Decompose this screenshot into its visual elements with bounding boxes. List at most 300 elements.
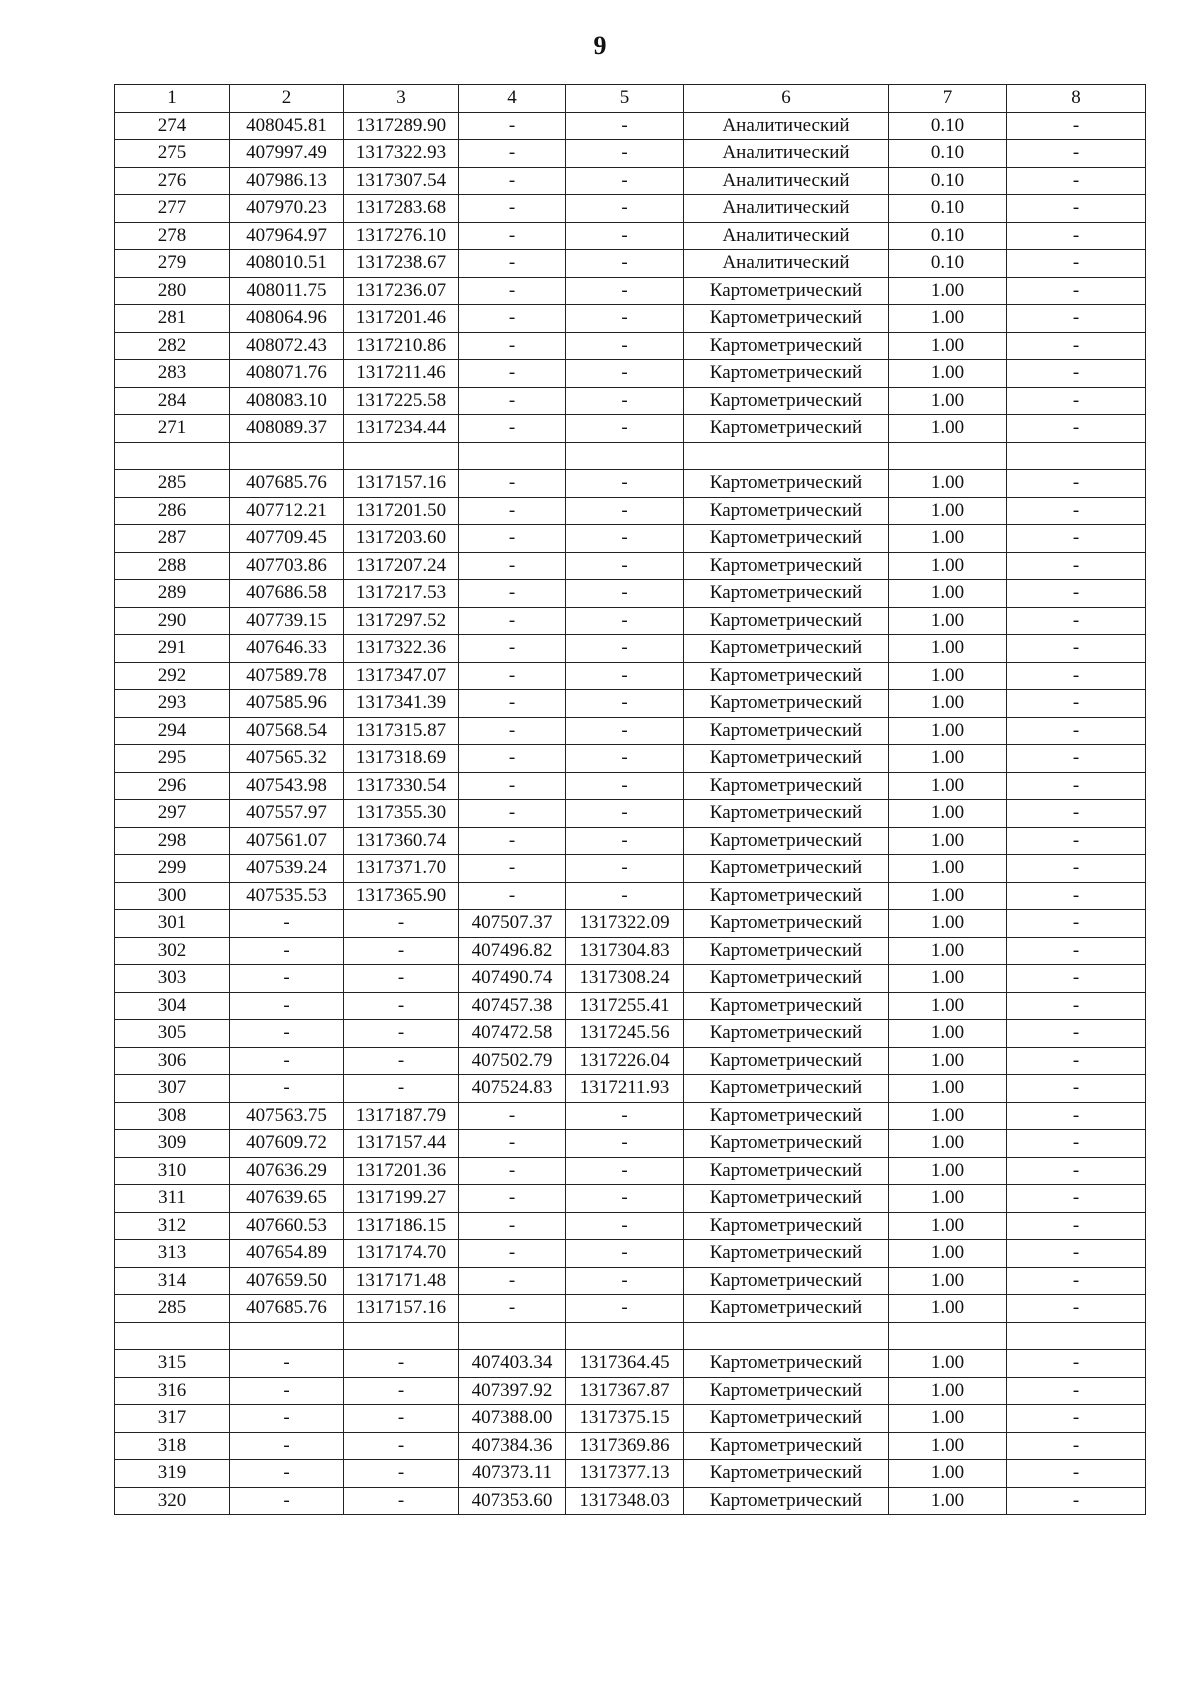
table-cell: 1317322.93 (344, 140, 459, 168)
column-header: 7 (889, 85, 1007, 113)
table-cell: - (566, 800, 684, 828)
table-cell: 407970.23 (230, 195, 344, 223)
table-cell: - (1007, 1295, 1146, 1323)
table-cell: - (1007, 1102, 1146, 1130)
table-cell-empty (1007, 442, 1146, 470)
table-row (115, 855, 1146, 883)
table-cell: Картометрический (684, 1460, 889, 1488)
table-cell: Картометрический (684, 1102, 889, 1130)
column-header: 4 (459, 85, 566, 113)
table-cell: - (566, 305, 684, 333)
table-cell: 315 (115, 1350, 230, 1378)
table-cell: - (1007, 387, 1146, 415)
table-row (115, 745, 1146, 773)
table-cell: 0.10 (889, 195, 1007, 223)
table-cell: - (1007, 937, 1146, 965)
table-separator-row (115, 1322, 1146, 1350)
table-cell: 310 (115, 1157, 230, 1185)
table-cell: 1317307.54 (344, 167, 459, 195)
table-cell: 1.00 (889, 690, 1007, 718)
table-cell: 1317238.67 (344, 250, 459, 278)
table-cell: 407524.83 (459, 1075, 566, 1103)
table-cell: Картометрический (684, 580, 889, 608)
table-cell: Аналитический (684, 112, 889, 140)
table-cell: 285 (115, 470, 230, 498)
table-cell: - (459, 745, 566, 773)
table-cell: 305 (115, 1020, 230, 1048)
table-cell: - (566, 662, 684, 690)
table-cell: - (344, 1487, 459, 1515)
table-cell: - (566, 1295, 684, 1323)
table-cell: 1317289.90 (344, 112, 459, 140)
table-cell: - (459, 195, 566, 223)
table-cell: - (344, 1075, 459, 1103)
table-cell: 407384.36 (459, 1432, 566, 1460)
table-cell: 1.00 (889, 1047, 1007, 1075)
table-cell: Картометрический (684, 415, 889, 443)
table-cell: - (566, 250, 684, 278)
table-cell: Картометрический (684, 937, 889, 965)
table-cell: 1317157.16 (344, 470, 459, 498)
table-row (115, 992, 1146, 1020)
table-cell: 1.00 (889, 1267, 1007, 1295)
table-cell: - (459, 662, 566, 690)
table-cell: - (459, 140, 566, 168)
table-cell: Картометрический (684, 717, 889, 745)
table-cell: Картометрический (684, 1157, 889, 1185)
table-cell: Картометрический (684, 1240, 889, 1268)
table-cell: 408083.10 (230, 387, 344, 415)
table-cell: - (1007, 745, 1146, 773)
table-cell: - (459, 717, 566, 745)
table-cell: 407557.97 (230, 800, 344, 828)
table-cell: - (1007, 332, 1146, 360)
table-cell-empty (459, 442, 566, 470)
table-cell: 1.00 (889, 607, 1007, 635)
table-row (115, 525, 1146, 553)
table-cell: 275 (115, 140, 230, 168)
table-cell: 1.00 (889, 277, 1007, 305)
table-cell: - (459, 827, 566, 855)
table-cell: - (459, 552, 566, 580)
table-cell: 407568.54 (230, 717, 344, 745)
table-cell: - (230, 1350, 344, 1378)
table-cell: - (566, 882, 684, 910)
table-cell: 1.00 (889, 415, 1007, 443)
table-cell: 302 (115, 937, 230, 965)
table-cell: 1317297.52 (344, 607, 459, 635)
table-cell: - (1007, 910, 1146, 938)
table-cell: 407997.49 (230, 140, 344, 168)
table-cell: - (1007, 717, 1146, 745)
table-row (115, 1075, 1146, 1103)
table-cell: Аналитический (684, 167, 889, 195)
table-cell: 290 (115, 607, 230, 635)
table-cell: 1317217.53 (344, 580, 459, 608)
table-cell: Картометрический (684, 745, 889, 773)
table-cell: 408072.43 (230, 332, 344, 360)
table-cell: 1317377.13 (566, 1460, 684, 1488)
table-separator-row (115, 442, 1146, 470)
table-cell: 1317348.03 (566, 1487, 684, 1515)
table-cell: 1317234.44 (344, 415, 459, 443)
table-cell: 407507.37 (459, 910, 566, 938)
table-cell: 0.10 (889, 250, 1007, 278)
table-cell: 294 (115, 717, 230, 745)
table-cell: 407539.24 (230, 855, 344, 883)
table-cell: 1.00 (889, 882, 1007, 910)
table-cell-empty (566, 442, 684, 470)
table-cell: 407659.50 (230, 1267, 344, 1295)
table-cell: - (1007, 1157, 1146, 1185)
table-cell: 1317318.69 (344, 745, 459, 773)
table-cell: - (230, 1432, 344, 1460)
table-cell: Картометрический (684, 607, 889, 635)
table-cell: Картометрический (684, 1130, 889, 1158)
table-cell: - (1007, 1185, 1146, 1213)
table-cell: 1317211.93 (566, 1075, 684, 1103)
table-cell: - (230, 1487, 344, 1515)
table-cell: - (344, 1432, 459, 1460)
table-cell: Картометрический (684, 965, 889, 993)
table-cell: 1.00 (889, 1377, 1007, 1405)
table-cell: 1.00 (889, 552, 1007, 580)
table-cell: 407964.97 (230, 222, 344, 250)
table-cell: - (1007, 772, 1146, 800)
table-cell: Аналитический (684, 195, 889, 223)
table-row (115, 1102, 1146, 1130)
table-cell: - (459, 167, 566, 195)
table-cell: 277 (115, 195, 230, 223)
table-row (115, 772, 1146, 800)
table-cell: - (566, 222, 684, 250)
table-cell: - (566, 1185, 684, 1213)
column-header: 6 (684, 85, 889, 113)
table-cell: - (1007, 1267, 1146, 1295)
table-cell: - (1007, 992, 1146, 1020)
table-cell: - (1007, 195, 1146, 223)
table-row (115, 250, 1146, 278)
table-row (115, 580, 1146, 608)
table-cell: - (1007, 415, 1146, 443)
table-cell-empty (230, 442, 344, 470)
table-cell: 1317171.48 (344, 1267, 459, 1295)
table-cell: 407353.60 (459, 1487, 566, 1515)
table-cell: 1.00 (889, 1130, 1007, 1158)
table-cell: 1.00 (889, 470, 1007, 498)
table-cell: - (1007, 497, 1146, 525)
table-cell: 0.10 (889, 222, 1007, 250)
table-cell: Картометрический (684, 772, 889, 800)
table-row (115, 1240, 1146, 1268)
table-cell: 408064.96 (230, 305, 344, 333)
table-row (115, 1185, 1146, 1213)
table-row (115, 717, 1146, 745)
table-row (115, 937, 1146, 965)
table-row (115, 1212, 1146, 1240)
table-cell: 1317157.44 (344, 1130, 459, 1158)
table-cell: Картометрический (684, 332, 889, 360)
table-cell: Картометрический (684, 1047, 889, 1075)
table-cell: - (566, 112, 684, 140)
table-cell: 297 (115, 800, 230, 828)
table-cell: 299 (115, 855, 230, 883)
table-cell: 1317255.41 (566, 992, 684, 1020)
table-cell: Картометрический (684, 1185, 889, 1213)
table-row (115, 167, 1146, 195)
table-cell: - (1007, 112, 1146, 140)
table-cell: - (1007, 607, 1146, 635)
table-cell: 316 (115, 1377, 230, 1405)
table-cell: - (459, 387, 566, 415)
table-cell: Картометрический (684, 1405, 889, 1433)
table-cell: - (459, 1240, 566, 1268)
table-cell: - (459, 1185, 566, 1213)
table-cell: - (566, 497, 684, 525)
table-cell: - (1007, 1377, 1146, 1405)
table-row (115, 112, 1146, 140)
table-cell: - (230, 992, 344, 1020)
table-cell: 407563.75 (230, 1102, 344, 1130)
table-cell: 279 (115, 250, 230, 278)
table-cell: - (230, 1075, 344, 1103)
table-cell-empty (889, 442, 1007, 470)
table-cell-empty (684, 1322, 889, 1350)
table-cell: 1.00 (889, 1075, 1007, 1103)
table-cell: 274 (115, 112, 230, 140)
table-cell: - (1007, 470, 1146, 498)
table-cell: 1317226.04 (566, 1047, 684, 1075)
table-cell: 1.00 (889, 1350, 1007, 1378)
table-row (115, 690, 1146, 718)
table-cell: 1.00 (889, 305, 1007, 333)
table-cell: - (1007, 277, 1146, 305)
table-cell: - (1007, 965, 1146, 993)
table-cell: 1.00 (889, 855, 1007, 883)
table-cell: 1317355.30 (344, 800, 459, 828)
table-cell: - (459, 1130, 566, 1158)
table-cell: 301 (115, 910, 230, 938)
table-cell: 1317174.70 (344, 1240, 459, 1268)
table-cell: 1317330.54 (344, 772, 459, 800)
table-cell: 286 (115, 497, 230, 525)
table-cell: 1317201.36 (344, 1157, 459, 1185)
table-cell: - (230, 965, 344, 993)
table-cell: 1.00 (889, 1295, 1007, 1323)
table-cell: 1317236.07 (344, 277, 459, 305)
table-cell: Картометрический (684, 662, 889, 690)
table-cell: 1.00 (889, 1212, 1007, 1240)
table-cell: - (230, 1460, 344, 1488)
table-row (115, 415, 1146, 443)
table-cell: 308 (115, 1102, 230, 1130)
table-cell: 1317201.46 (344, 305, 459, 333)
table-cell: Картометрический (684, 855, 889, 883)
table-cell: - (459, 112, 566, 140)
table-cell: 1.00 (889, 332, 1007, 360)
table-cell: Картометрический (684, 910, 889, 938)
table-cell-empty (1007, 1322, 1146, 1350)
table-cell: - (1007, 305, 1146, 333)
table-cell: - (459, 415, 566, 443)
table-cell: 1.00 (889, 1157, 1007, 1185)
table-cell: 280 (115, 277, 230, 305)
table-cell: 1317341.39 (344, 690, 459, 718)
table-cell: 407646.33 (230, 635, 344, 663)
table-cell-empty (115, 442, 230, 470)
table-cell: 1.00 (889, 360, 1007, 388)
table-cell: - (459, 635, 566, 663)
coordinates-table (114, 84, 1146, 1515)
table-cell: 1317322.09 (566, 910, 684, 938)
table-cell: 1317347.07 (344, 662, 459, 690)
table-cell: 1317187.79 (344, 1102, 459, 1130)
table-cell: - (1007, 1240, 1146, 1268)
table-cell: 1317367.87 (566, 1377, 684, 1405)
table-cell: - (344, 1020, 459, 1048)
table-cell: 1.00 (889, 1102, 1007, 1130)
table-cell: Картометрический (684, 360, 889, 388)
table-cell: 407585.96 (230, 690, 344, 718)
column-header: 2 (230, 85, 344, 113)
table-row (115, 305, 1146, 333)
table-cell: 407709.45 (230, 525, 344, 553)
table-cell: 307 (115, 1075, 230, 1103)
table-cell: 408011.75 (230, 277, 344, 305)
table-cell: - (566, 1212, 684, 1240)
table-cell: - (566, 1102, 684, 1130)
table-cell: 1317371.70 (344, 855, 459, 883)
table-cell: 288 (115, 552, 230, 580)
table-cell: - (566, 607, 684, 635)
table-row (115, 882, 1146, 910)
table-cell: 1.00 (889, 910, 1007, 938)
table-cell: 1317225.58 (344, 387, 459, 415)
table-cell: 1.00 (889, 525, 1007, 553)
table-cell: Картометрический (684, 552, 889, 580)
table-cell: Аналитический (684, 140, 889, 168)
table-cell: - (566, 387, 684, 415)
table-cell: - (566, 360, 684, 388)
table-cell: - (459, 332, 566, 360)
table-cell: - (1007, 167, 1146, 195)
table-cell: 407589.78 (230, 662, 344, 690)
table-cell: 408089.37 (230, 415, 344, 443)
table-cell: - (344, 1405, 459, 1433)
table-cell: - (566, 525, 684, 553)
table-row (115, 332, 1146, 360)
table-cell: 407565.32 (230, 745, 344, 773)
table-cell: 284 (115, 387, 230, 415)
table-cell: - (230, 937, 344, 965)
table-cell: 1317364.45 (566, 1350, 684, 1378)
table-row (115, 1020, 1146, 1048)
table-cell: - (1007, 1405, 1146, 1433)
table-cell: 1317276.10 (344, 222, 459, 250)
table-cell: - (566, 195, 684, 223)
column-header: 8 (1007, 85, 1146, 113)
table-cell: 407397.92 (459, 1377, 566, 1405)
table-cell: 276 (115, 167, 230, 195)
table-cell: Картометрический (684, 305, 889, 333)
table-row (115, 1267, 1146, 1295)
table-cell: 1317201.50 (344, 497, 459, 525)
table-cell: - (566, 470, 684, 498)
table-cell: - (566, 855, 684, 883)
table-cell: 319 (115, 1460, 230, 1488)
page-number: 9 (593, 31, 607, 60)
table-cell: 287 (115, 525, 230, 553)
table-cell-empty (889, 1322, 1007, 1350)
table-cell: 278 (115, 222, 230, 250)
table-cell: - (459, 525, 566, 553)
table-cell: 407502.79 (459, 1047, 566, 1075)
table-cell: 1.00 (889, 1460, 1007, 1488)
table-cell: - (566, 772, 684, 800)
table-cell: - (459, 1267, 566, 1295)
table-cell: 1.00 (889, 1487, 1007, 1515)
table-cell: - (459, 607, 566, 635)
table-cell: - (230, 910, 344, 938)
table-cell: - (1007, 690, 1146, 718)
table-cell: 1317308.24 (566, 965, 684, 993)
table-cell: 309 (115, 1130, 230, 1158)
table-cell: Аналитический (684, 250, 889, 278)
table-row (115, 662, 1146, 690)
table-cell: - (459, 1102, 566, 1130)
table-cell: - (1007, 1487, 1146, 1515)
table-row (115, 827, 1146, 855)
table-cell: 312 (115, 1212, 230, 1240)
table-row (115, 387, 1146, 415)
table-cell: 407535.53 (230, 882, 344, 910)
table-cell: 407639.65 (230, 1185, 344, 1213)
table-cell: 314 (115, 1267, 230, 1295)
table-cell: 0.10 (889, 167, 1007, 195)
table-cell: - (459, 1157, 566, 1185)
table-cell: - (344, 1377, 459, 1405)
table-cell: 0.10 (889, 112, 1007, 140)
table-cell: 1.00 (889, 1405, 1007, 1433)
table-cell: - (1007, 1350, 1146, 1378)
table-cell: - (459, 497, 566, 525)
table-cell: Картометрический (684, 497, 889, 525)
table-cell: - (459, 1212, 566, 1240)
table-cell: 283 (115, 360, 230, 388)
table-cell: 1.00 (889, 800, 1007, 828)
table-cell-empty (566, 1322, 684, 1350)
column-header: 1 (115, 85, 230, 113)
table-cell: Картометрический (684, 882, 889, 910)
table-cell: - (566, 1267, 684, 1295)
table-cell-empty (459, 1322, 566, 1350)
table-cell: 1.00 (889, 387, 1007, 415)
table-cell: - (1007, 662, 1146, 690)
table-cell: - (566, 167, 684, 195)
table-cell: 1.00 (889, 580, 1007, 608)
table-cell: 1317375.15 (566, 1405, 684, 1433)
table-cell: - (1007, 827, 1146, 855)
table-cell: Аналитический (684, 222, 889, 250)
table-row (115, 1047, 1146, 1075)
table-row (115, 635, 1146, 663)
table-row (115, 1130, 1146, 1158)
table-row (115, 470, 1146, 498)
table-cell-empty (684, 442, 889, 470)
table-cell: - (566, 1240, 684, 1268)
table-cell: - (566, 717, 684, 745)
table-cell: - (230, 1377, 344, 1405)
